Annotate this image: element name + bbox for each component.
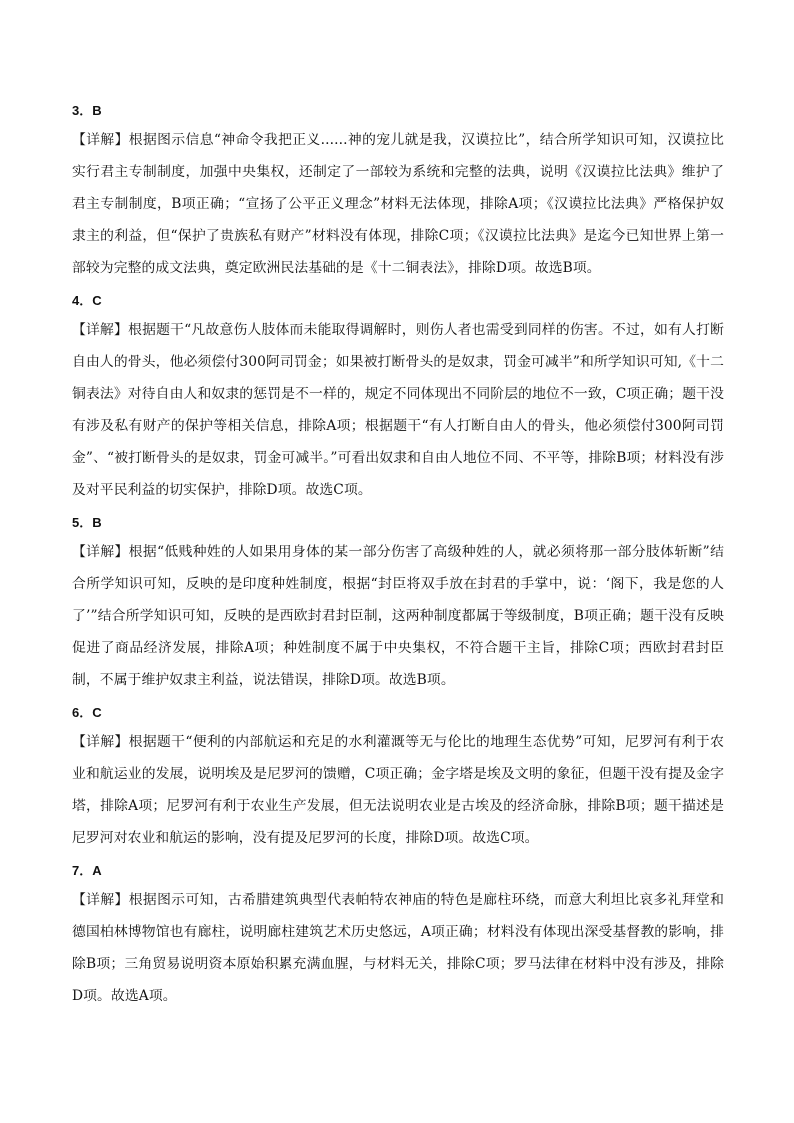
answer-item-7 — [72, 858, 724, 1012]
answer-list — [72, 98, 724, 1016]
answer-explanation: 【详解】根据“低贱种姓的人如果用身体的某一部分伤害了高级种姓的人，就必须将那一部分肢体斩断”结合所学知识可知，反映的是印度种姓制度，根据“封臣将双手放在封君的手掌中，说：‘阁下，我是您的人了’”结合所学知识可知，反映的是西欧封君封臣制，这两种制度都属于等级制度，B项正确；题干没有反映促进了商品经济发展，排除A项；种姓制度不属于中央集权，不符合题干主旨，排除C项；西欧封君封臣制，不属于维护奴隶主利益，说法错误，排除D项。故选B项。 — [72, 544, 724, 688]
answer-explanation: 【详解】根据图示信息“神命令我把正义......神的宠儿就是我，汉谟拉比”，结合所学知识可知，汉谟拉比实行君主专制制度，加强中央集权，还制定了一部较为系统和完整的法典，说明《汉谟拉比法典》维护了君主专制制度，B项正确；“宣扬了公平正义理念”材料无法体现，排除A项；《汉谟拉比法典》严格保护奴隶主的利益，但“保护了贵族私有财产”材料没有体现，排除C项；《汉谟拉比法典》是迄今已知世界上第一部较为完整的成文法典，奠定欧洲民法基础的是《十二铜表法》，排除D项。故选B项。 — [72, 132, 724, 276]
answer-number: 5．B — [72, 515, 102, 530]
answer-item-5 — [72, 510, 724, 696]
answer-number: 6．C — [72, 705, 102, 720]
answer-explanation: 【详解】根据图示可知，古希腊建筑典型代表帕特农神庙的特色是廊柱环绕，而意大利坦比哀多礼拜堂和德国柏林博物馆也有廊柱，说明廊柱建筑艺术历史悠远，A项正确；材料没有体现出深受基督教的影响，排除B项；三角贸易说明资本原始积累充满血腥，与材料无关，排除C项；罗马法律在材料中没有涉及，排除D项。故选A项。 — [72, 892, 724, 1004]
answer-number: 7．A — [72, 863, 102, 878]
answer-item-3 — [72, 98, 724, 284]
answer-item-6 — [72, 700, 724, 854]
answer-number: 3．B — [72, 103, 102, 118]
answer-explanation: 【详解】根据题干“凡故意伤人肢体而未能取得调解时，则伤人者也需受到同样的伤害。不过，如有人打断自由人的骨头，他必须偿付300阿司罚金；如果被打断骨头的是奴隶，罚金可减半”和所学知识可知,《十二铜表法》对待自由人和奴隶的惩罚是不一样的，规定不同体现出不同阶层的地位不一致，C项正确；题干没有涉及私有财产的保护等相关信息，排除A项；根据题干“有人打断自由人的骨头，他必须偿付300阿司罚金”、“被打断骨头的是奴隶，罚金可减半。”可看出奴隶和自由人地位不同、不平等，排除B项；材料没有涉及对平民利益的切实保护，排除D项。故选C项。 — [72, 322, 724, 498]
answer-item-4 — [72, 288, 724, 506]
answer-number: 4．C — [72, 293, 102, 308]
answer-explanation: 【详解】根据题干“便利的内部航运和充足的水利灌溉等无与伦比的地理生态优势”可知，尼罗河有利于农业和航运业的发展，说明埃及是尼罗河的馈赠，C项正确；金字塔是埃及文明的象征，但题干没有提及金字塔，排除A项；尼罗河有利于农业生产发展，但无法说明农业是古埃及的经济命脉，排除B项；题干描述是尼罗河对农业和航运的影响，没有提及尼罗河的长度，排除D项。故选C项。 — [72, 734, 724, 846]
